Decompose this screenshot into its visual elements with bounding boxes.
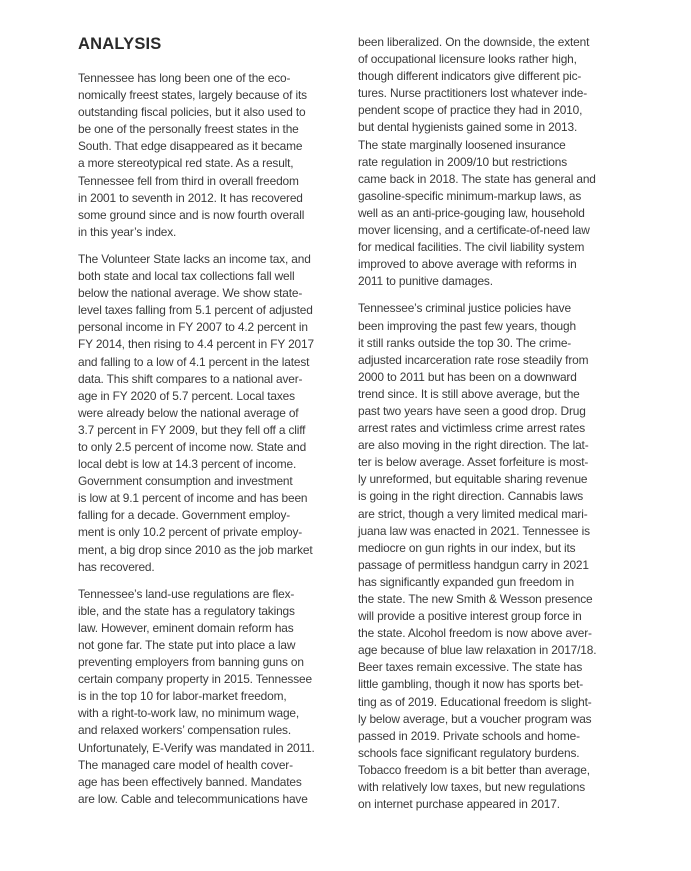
paragraph bbox=[358, 300, 633, 813]
text-line: Tobacco freedom is a bit better than average, bbox=[358, 762, 590, 777]
text-line: ible, and the state has a regulatory takings bbox=[78, 603, 295, 618]
text-line: level taxes falling from 5.1 percent of adjusted bbox=[78, 303, 313, 318]
text-line: juana law was enacted in 2021. Tennessee is bbox=[358, 523, 590, 538]
text-line: to only 2.5 percent of income now. State and bbox=[78, 439, 307, 454]
text-line: arrest rates and victimless crime arrest rates bbox=[358, 421, 586, 436]
text-line: falling for a decade. Government employ- bbox=[78, 508, 291, 523]
text-line: schools face significant regulatory burdens. bbox=[358, 745, 580, 760]
text-line: ter is below average. Asset forfeiture is most- bbox=[358, 455, 589, 470]
text-line: are low. Cable and telecommunications have bbox=[78, 791, 308, 806]
text-line: Unfortunately, E-Verify was mandated in 2011. bbox=[78, 740, 315, 755]
text-line: mediocre on gun rights in our index, but its bbox=[358, 540, 576, 555]
text-line: rate regulation in 2009/10 but restrictions bbox=[358, 154, 568, 169]
text-line: FY 2014, then rising to 4.4 percent in FY 2017 bbox=[78, 337, 314, 352]
text-line: for medical facilities. The civil liability system bbox=[358, 240, 585, 255]
text-line: mover licensing, and a certificate-of-need law bbox=[358, 223, 590, 238]
text-line: with relatively low taxes, but new regulations bbox=[358, 780, 586, 795]
text-line: are strict, though a very limited medical mari- bbox=[358, 506, 588, 521]
paragraph bbox=[358, 34, 633, 290]
text-line: gasoline-specific minimum-markup laws, as bbox=[358, 188, 582, 203]
text-line: local debt is low at 14.3 percent of income. bbox=[78, 457, 297, 472]
left-column bbox=[78, 34, 353, 818]
text-line: has recovered. bbox=[78, 559, 155, 574]
text-line: certain company property in 2015. Tennessee bbox=[78, 672, 312, 687]
text-line: ment is only 10.2 percent of private employ- bbox=[78, 525, 303, 540]
text-line: ly unreformed, but equitable sharing revenue bbox=[358, 472, 588, 487]
text-line: passage of permitless handgun carry in 2021 bbox=[358, 557, 589, 572]
text-line: Tennessee has long been one of the eco- bbox=[78, 71, 291, 85]
text-line: on internet purchase appeared in 2017. bbox=[358, 797, 560, 812]
text-line: it still ranks outside the top 30. The crime- bbox=[358, 335, 572, 350]
text-line: is low at 9.1 percent of income and has been bbox=[78, 491, 308, 506]
text-line: pendent scope of practice they had in 2010, bbox=[358, 103, 583, 118]
text-line: trend since. It is still above average, but the bbox=[358, 386, 580, 401]
text-line: are also moving in the right direction. The lat- bbox=[358, 438, 589, 453]
text-line: age because of blue law relaxation in 2017/18. bbox=[358, 643, 597, 658]
text-line: not gone far. The state put into place a law bbox=[78, 638, 296, 652]
text-line: The managed care model of health cover- bbox=[78, 757, 293, 772]
text-line: personal income in FY 2007 to 4.2 percent in bbox=[78, 320, 308, 335]
text-line: passed in 2019. Private schools and home- bbox=[358, 728, 580, 743]
text-line: 2000 to 2011 but has been on a downward bbox=[358, 369, 577, 384]
text-line: is in the top 10 for labor-market freedom, bbox=[78, 689, 287, 704]
text-line: but dental hygienists gained some in 2013. bbox=[358, 120, 578, 135]
text-line: Tennessee fell from third in overall freedom bbox=[78, 173, 299, 188]
paragraph bbox=[78, 586, 353, 808]
text-line: both state and local tax collections fall well bbox=[78, 269, 295, 284]
text-line: little gambling, though it now has sports bet- bbox=[358, 677, 584, 692]
text-line: preventing employers from banning guns on bbox=[78, 655, 304, 670]
text-line: tures. Nurse practitioners lost whatever inde- bbox=[358, 86, 588, 101]
text-line: with a right-to-work law, no minimum wage, bbox=[78, 706, 300, 721]
text-line: data. This shift compares to a national aver- bbox=[78, 371, 303, 386]
text-line: will provide a positive interest group force in bbox=[358, 609, 582, 624]
text-line: well as an anti-price-gouging law, household bbox=[358, 205, 585, 220]
text-line: 3.7 percent in FY 2009, but they fell off a cliff bbox=[78, 422, 306, 437]
text-line: in this year’s index. bbox=[78, 224, 177, 239]
text-line: be one of the personally freest states in the bbox=[78, 122, 299, 137]
text-line: some ground since and is now fourth overall bbox=[78, 207, 305, 222]
text-line: nomically freest states, largely because of its bbox=[78, 88, 307, 103]
text-line: The state marginally loosened insurance bbox=[358, 137, 566, 152]
text-line: Government consumption and investment bbox=[78, 474, 293, 489]
text-line: came back in 2018. The state has general and bbox=[358, 171, 596, 186]
paragraph bbox=[78, 70, 353, 241]
text-line: Tennessee’s criminal justice policies have bbox=[358, 301, 571, 316]
text-line: improved to above average with reforms in bbox=[358, 257, 577, 272]
text-line: past two years have seen a good drop. Drug bbox=[358, 403, 586, 418]
text-line: of occupational licensure looks rather high, bbox=[358, 52, 577, 67]
text-line: been liberalized. On the downside, the extent bbox=[358, 35, 590, 49]
text-line: South. That edge disappeared as it became bbox=[78, 139, 303, 154]
section-heading: ANALYSIS bbox=[78, 35, 162, 53]
text-line: ting as of 2019. Educational freedom is slight- bbox=[358, 694, 592, 709]
text-line: below the national average. We show state- bbox=[78, 286, 303, 301]
text-line: the state. The new Smith & Wesson presence bbox=[358, 592, 593, 606]
text-line: 2011 to punitive damages. bbox=[358, 274, 493, 289]
text-line: The Volunteer State lacks an income tax, and bbox=[78, 251, 311, 266]
text-line: has significantly expanded gun freedom in bbox=[358, 574, 574, 589]
text-line: law. However, eminent domain reform has bbox=[78, 620, 294, 635]
right-column bbox=[358, 34, 633, 823]
text-line: is going in the right direction. Cannabis laws bbox=[358, 489, 584, 504]
text-line: and falling to a low of 4.1 percent in the latest bbox=[78, 354, 310, 369]
text-line: Beer taxes remain excessive. The state has bbox=[358, 660, 583, 675]
paragraph bbox=[78, 251, 353, 576]
text-line: ment, a big drop since 2010 as the job market bbox=[78, 542, 313, 557]
text-line: and relaxed workers’ compensation rules. bbox=[78, 723, 291, 738]
text-line: a more stereotypical red state. As a result, bbox=[78, 156, 294, 171]
text-line: the state. Alcohol freedom is now above aver- bbox=[358, 626, 592, 641]
text-line: been improving the past few years, though bbox=[358, 318, 576, 333]
text-line: adjusted incarceration rate rose steadily from bbox=[358, 352, 589, 367]
text-line: ly below average, but a voucher program was bbox=[358, 711, 592, 726]
text-line: were already below the national average of bbox=[78, 405, 299, 420]
text-line: age in FY 2020 of 5.7 percent. Local taxes bbox=[78, 388, 295, 403]
text-line: in 2001 to seventh in 2012. It has recovered bbox=[78, 190, 303, 205]
text-line: outstanding fiscal policies, but it also used to bbox=[78, 105, 306, 120]
text-line: Tennessee’s land-use regulations are flex- bbox=[78, 586, 295, 601]
text-line: though different indicators give different pic- bbox=[358, 69, 582, 84]
text-line: age has been effectively banned. Mandates bbox=[78, 774, 302, 789]
